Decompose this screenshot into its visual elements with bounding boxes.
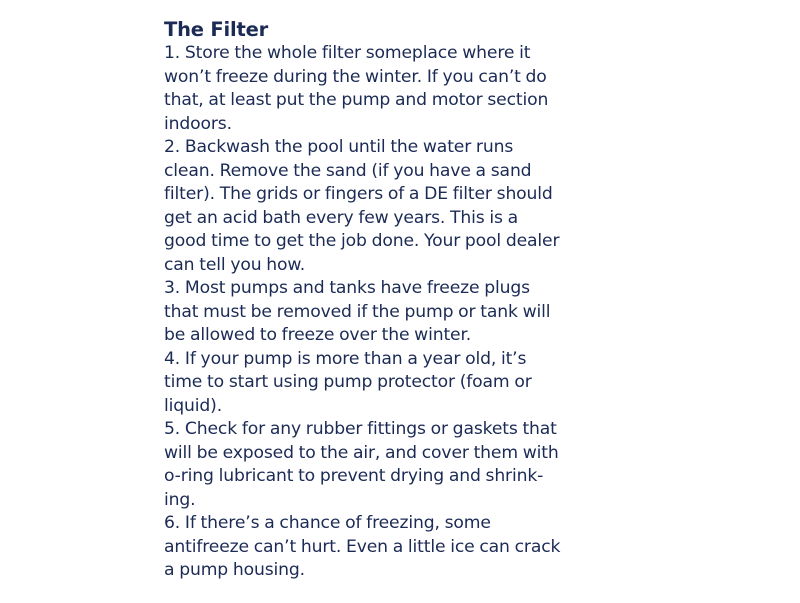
step-2 <box>164 136 604 277</box>
step-4 <box>164 348 604 419</box>
step-line: will be exposed to the air, and cover them with <box>164 442 559 463</box>
article <box>164 18 604 583</box>
step-line: that, at least put the pump and motor section <box>164 90 549 110</box>
step-line: indoors. <box>164 113 232 134</box>
step-line: 4. If your pump is more than a year old, it’s <box>164 348 527 369</box>
step-line: time to start using pump protector (foam or <box>164 372 532 392</box>
section-title: The Filter <box>164 18 269 41</box>
step-line: 6. If there’s a chance of freezing, some <box>164 513 491 533</box>
step-line: won’t freeze during the winter. If you can’t do <box>164 66 547 87</box>
step-line: 2. Backwash the pool until the water runs <box>164 137 514 157</box>
step-line: can tell you how. <box>164 254 306 275</box>
step-5 <box>164 418 604 512</box>
step-1 <box>164 42 604 136</box>
step-line: that must be removed if the pump or tank will <box>164 301 551 322</box>
step-3 <box>164 277 604 348</box>
step-line: good time to get the job done. Your pool dealer <box>164 231 560 251</box>
step-line: 3. Most pumps and tanks have freeze plugs <box>164 278 530 298</box>
step-line: 1. Store the whole filter someplace where it <box>164 43 531 63</box>
step-line: 5. Check for any rubber fittings or gaskets that <box>164 419 557 439</box>
step-line: o-ring lubricant to prevent drying and shrink- <box>164 466 544 486</box>
step-line: be allowed to freeze over the winter. <box>164 325 472 345</box>
step-line: liquid). <box>164 395 223 416</box>
step-line: antifreeze can’t hurt. Even a little ice can crack <box>164 536 561 557</box>
step-line: clean. Remove the sand (if you have a sand <box>164 160 532 181</box>
step-6 <box>164 512 604 583</box>
step-line: get an acid bath every few years. This is a <box>164 207 518 228</box>
step-line: ing. <box>164 489 196 510</box>
step-line: a pump housing. <box>164 560 305 580</box>
step-line: filter). The grids or fingers of a DE filter should <box>164 184 553 204</box>
